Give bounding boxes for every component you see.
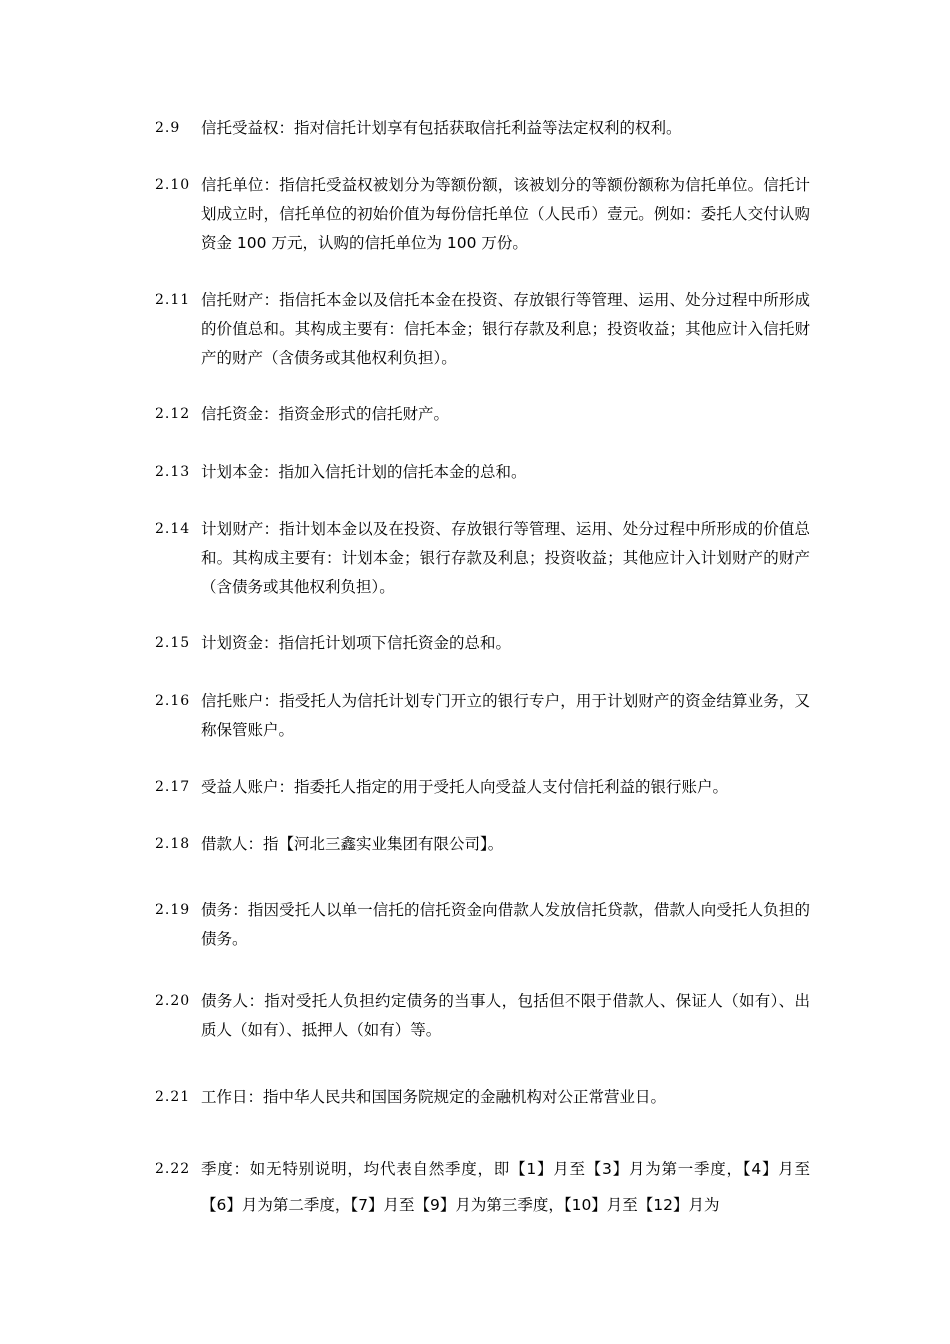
- clause-text: 借款人：指【河北三鑫实业集团有限公司】。: [201, 835, 504, 853]
- clause-text: 信托单位：指信托受益权被划分为等额份额，该被划分的等额份额称为信托单位。信托计划成立时，信托单位的初始价值为每份信托单位（人民币）壹元。例如：委托人交付认购资金 100 万元，认购的信托单位为 100 万份。: [201, 176, 810, 252]
- clause-number: 2.13: [155, 464, 191, 480]
- clause-number: 2.10: [155, 177, 191, 193]
- clause-number: 2.16: [155, 693, 191, 709]
- clause-text: 计划本金：指加入信托计划的信托本金的总和。: [201, 463, 527, 481]
- clause-text: 信托账户：指受托人为信托计划专门开立的银行专户，用于计划财产的资金结算业务，又称保管账户。: [201, 692, 810, 739]
- clause-number: 2.12: [155, 406, 191, 422]
- clause-2-20: [155, 987, 810, 1045]
- clause-number: 2.18: [155, 836, 191, 852]
- clause-text: 计划财产：指计划本金以及在投资、存放银行等管理、运用、处分过程中所形成的价值总和。其构成主要有：计划本金；银行存款及利息；投资收益；其他应计入计划财产的财产（含债务或其他权利负担）。: [201, 520, 810, 596]
- clause-text: 季度：如无特别说明，均代表自然季度，即【1】月至【3】月为第一季度，【4】月至【6】月为第二季度，【7】月至【9】月为第三季度，【10】月至【12】月为: [201, 1160, 810, 1214]
- clause-2-19: [155, 896, 810, 954]
- clause-text: 受益人账户：指委托人指定的用于受托人向受益人支付信托利益的银行账户。: [201, 778, 729, 796]
- clause-2-18: [155, 830, 810, 859]
- clause-text: 债务：指因受托人以单一信托的信托资金向借款人发放信托贷款，借款人向受托人负担的债务。: [201, 901, 810, 948]
- clause-2-21: [155, 1083, 810, 1112]
- clause-text: 信托受益权：指对信托计划享有包括获取信托利益等法定权利的权利。: [201, 119, 682, 137]
- clause-number: 2.9: [155, 120, 181, 136]
- clause-2-10: [155, 171, 810, 258]
- clause-2-15: [155, 629, 810, 658]
- clause-2-13: [155, 458, 810, 487]
- clause-2-14: [155, 515, 810, 602]
- clause-2-11: [155, 286, 810, 373]
- clause-number: 2.21: [155, 1089, 191, 1105]
- clause-2-12: [155, 400, 810, 429]
- clause-2-16: [155, 687, 810, 745]
- clause-number: 2.11: [155, 292, 191, 308]
- clause-text: 信托财产：指信托本金以及信托本金在投资、存放银行等管理、运用、处分过程中所形成的价值总和。其构成主要有：信托本金；银行存款及利息；投资收益；其他应计入信托财产的财产（含债务或其他权利负担）。: [201, 291, 810, 367]
- clause-text: 计划资金：指信托计划项下信托资金的总和。: [201, 634, 512, 652]
- clause-number: 2.17: [155, 779, 191, 795]
- clause-number: 2.20: [155, 993, 191, 1009]
- clause-number: 2.14: [155, 521, 191, 537]
- clause-number: 2.15: [155, 635, 191, 651]
- clause-2-17: [155, 773, 810, 802]
- clause-text: 工作日：指中华人民共和国国务院规定的金融机构对公正常营业日。: [201, 1088, 667, 1106]
- clause-number: 2.19: [155, 902, 191, 918]
- clause-text: 债务人：指对受托人负担约定债务的当事人，包括但不限于借款人、保证人（如有）、出质人（如有）、抵押人（如有）等。: [201, 992, 810, 1039]
- clause-number: 2.22: [155, 1161, 191, 1177]
- clause-2-9: [155, 114, 810, 143]
- clause-text: 信托资金：指资金形式的信托财产。: [201, 405, 450, 423]
- clause-2-22: [155, 1151, 810, 1223]
